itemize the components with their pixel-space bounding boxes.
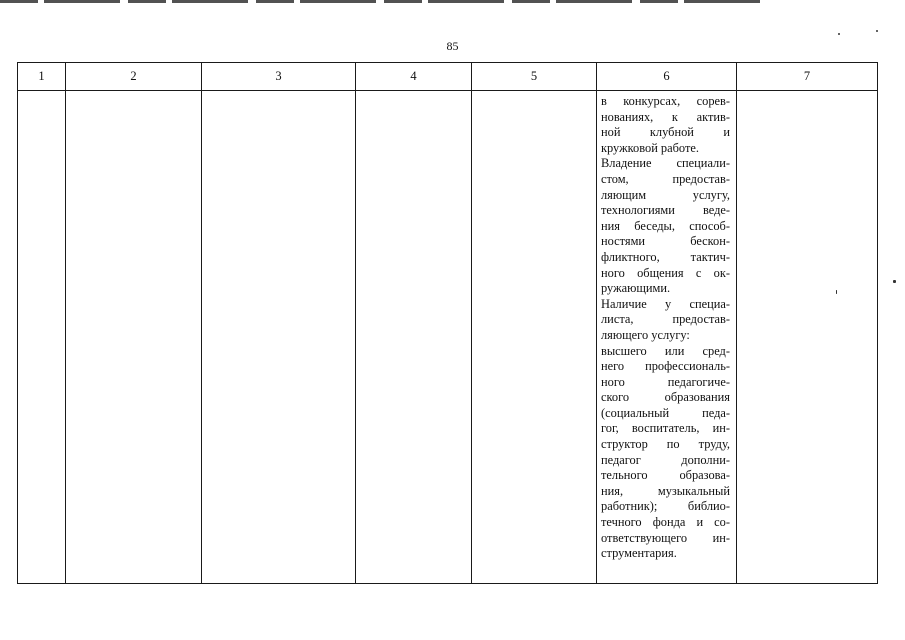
text-line: струментария. [601,546,677,561]
table-cell-col2 [66,91,202,584]
text-line: ского образования [601,390,730,405]
text-line: технологиями веде- [601,203,730,218]
text-line: структор по труду, [601,437,730,452]
scan-speck [836,290,837,294]
table-cell-col5 [472,91,597,584]
page-number: 85 [446,39,459,53]
column-header-5: 5 [472,63,597,91]
text-line: педагог дополни- [601,452,730,467]
text-line: Владение специали- [601,156,730,171]
text-line: ного педагогиче- [601,374,730,389]
text-line: ляющим услугу, [601,187,730,202]
text-line: высшего или сред- [601,343,730,358]
scan-speck [876,30,878,32]
table-cell-col1 [18,91,66,584]
text-line: ружающими. [601,281,671,296]
table-header-row [18,63,878,91]
text-line: нованиях, к актив- [601,109,730,124]
text-line: ния беседы, способ- [601,218,730,233]
text-line: ной клубной и [601,125,730,140]
scan-edge-artifact [0,0,760,3]
text-line: ния, музыкальный [601,483,730,498]
text-line: стом, предостав- [601,171,730,186]
text-line: кружковой работе. [601,140,699,155]
text-line: него профессиональ- [601,359,730,374]
text-line: ного общения с ок- [601,265,730,280]
column-header-1: 1 [18,63,66,91]
column-header-6: 6 [597,63,737,91]
text-line: ляющего услугу: [601,327,690,342]
table-cell-col4 [356,91,472,584]
column-header-3: 3 [202,63,356,91]
column-header-2: 2 [66,63,202,91]
scan-speck [838,33,840,35]
requirements-text [597,91,736,562]
text-line: в конкурсах, сорев- [601,94,730,108]
table-row [18,91,878,584]
services-table [17,62,878,584]
text-line: течного фонда и со- [601,515,730,530]
column-header-4: 4 [356,63,472,91]
scan-speck [893,280,896,283]
text-line: (социальный педа- [601,405,730,420]
text-line: работник); библио- [601,499,730,514]
column-header-7: 7 [737,63,878,91]
text-line: тельного образова- [601,468,730,483]
text-line: фликтного, тактич- [601,249,730,264]
text-line: ностями бескон- [601,234,730,249]
text-line: Наличие у специа- [601,296,730,311]
table-cell-col7 [737,91,878,584]
table-cell-col6 [597,91,737,584]
text-line: гог, воспитатель, ин- [601,421,730,436]
table-cell-col3 [202,91,356,584]
text-line: ответствующего ин- [601,530,730,545]
text-line: листа, предостав- [601,312,730,327]
